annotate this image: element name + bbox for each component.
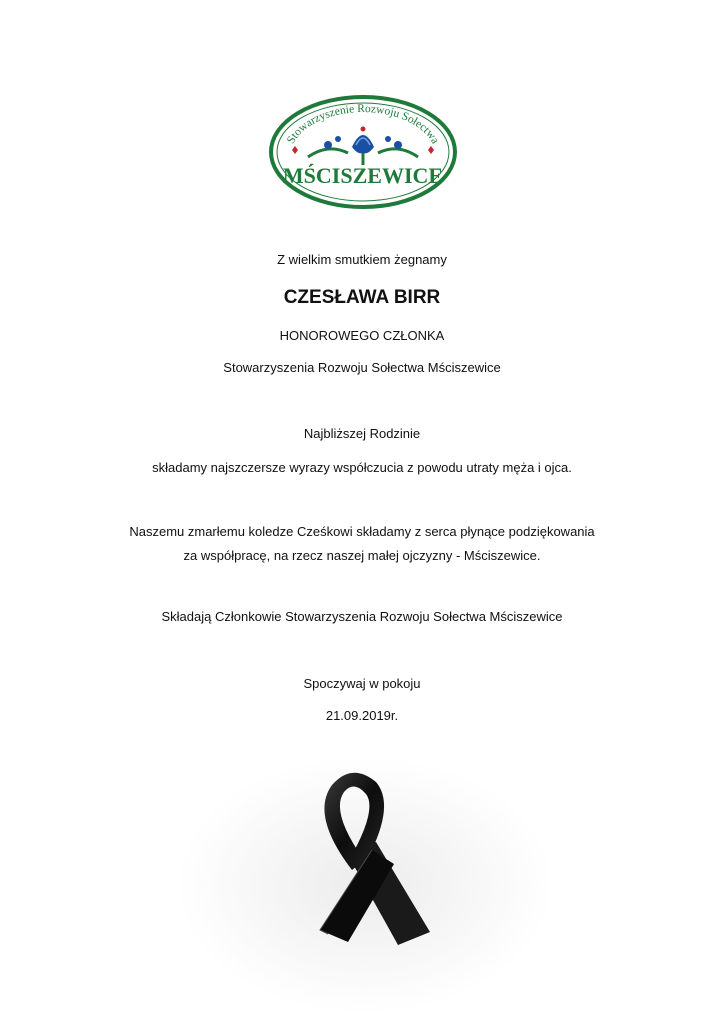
deceased-name: CZESŁAWA BIRR — [283, 287, 441, 308]
logo-top-text: Stowarzyszenie Rozwoju Sołectwa — [284, 102, 442, 146]
thanks-line-1: Naszemu zmarłemu koledze Cześkowi składamy z serca płynące podziękowania — [129, 524, 595, 539]
organization-text: Stowarzyszenia Rozwoju Sołectwa Mściszewice — [223, 360, 501, 375]
logo-bottom-text: MŚCISZEWICE — [282, 163, 444, 188]
condolence-text: składamy najszczersze wyrazy współczucia z powodu utraty męża i ojca. — [152, 460, 572, 475]
date-text: 21.09.2019r. — [325, 708, 399, 723]
signature-text: Składają Członkowie Stowarzyszenia Rozwoju Sołectwa Mściszewice — [161, 609, 563, 624]
family-heading: Najbliższej Rodzinie — [303, 426, 421, 441]
role-text: HONOROWEGO CZŁONKA — [279, 328, 445, 343]
intro-text: Z wielkim smutkiem żegnamy — [277, 252, 447, 267]
black-ribbon-icon — [290, 760, 440, 960]
thanks-line-2: za współpracę, na rzecz naszej małej ojczyzny - Mściszewice. — [183, 548, 541, 563]
association-logo — [268, 95, 458, 210]
rest-in-peace-text: Spoczywaj w pokoju — [303, 676, 421, 691]
